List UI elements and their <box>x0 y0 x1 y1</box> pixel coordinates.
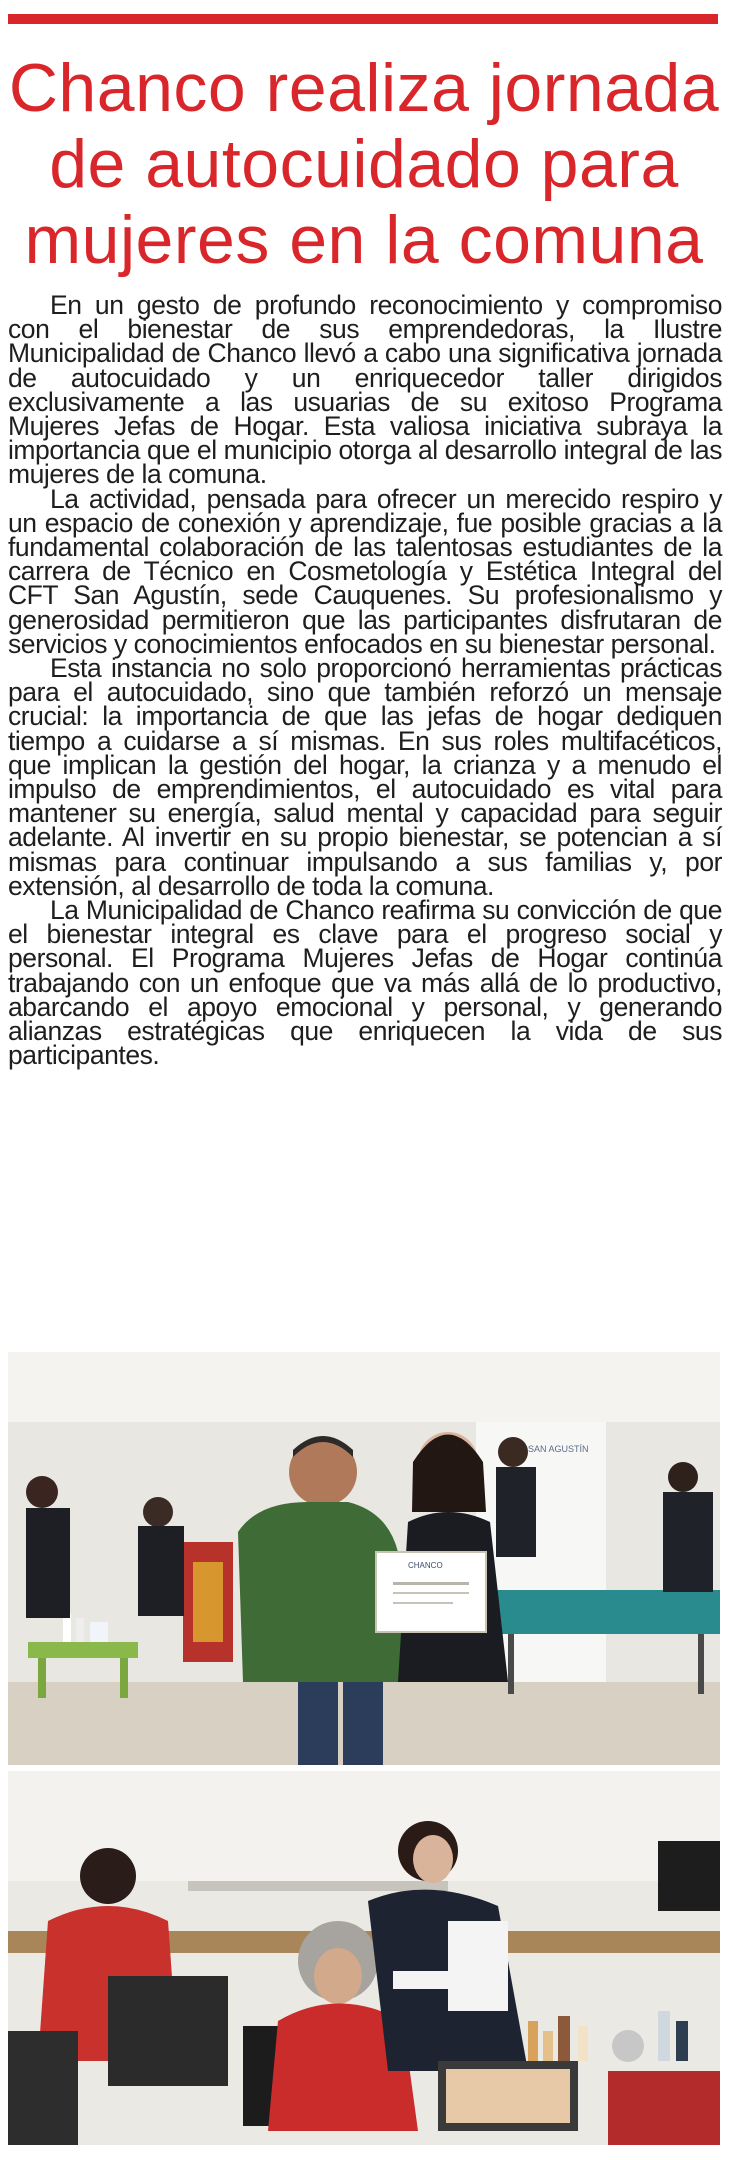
article-body <box>8 290 722 1071</box>
top-red-rule <box>8 14 718 24</box>
article-headline: Chanco realiza jornada de autocuidado para mujeres en la comuna <box>8 50 720 278</box>
article-paragraph-1: En un gesto de profundo reconocimiento y compromiso con el bienestar de sus emprendedoras, la Ilustre Municipalidad de Chanco llevó a cabo una significativa jornada de autocuidado y un enriquecedor taller dirigidos exclusivamente a las usuarias de su exitoso Programa Mujeres Jefas de Hogar. Esta valiosa iniciativa subraya la importancia que el municipio otorga al desarrollo integral de las mujeres de la comuna. <box>8 290 722 490</box>
article-paragraph-3: Esta instancia no solo proporcionó herramientas prácticas para el autocuidado, sino que también reforzó un mensaje crucial: la importancia de que las jefas de hogar dediquen tiempo a cuidarse a sí mismas. En sus roles multifacéticos, que implican la gestión del hogar, la crianza y a menudo el impulso de emprendimientos, el autocuidado es vital para mantener su energía, salud mental y capacidad para seguir adelante. Al invertir en su propio bienestar, se potencian a sí mismas para continuar impulsando a sus familias y, por extensión, al desarrollo de toda la comuna. <box>8 653 722 901</box>
certificate-text: CHANCO <box>408 1561 443 1570</box>
article-paragraph-2: La actividad, pensada para ofrecer un merecido respiro y un espacio de conexión y aprendizaje, fue posible gracias a la fundamental colaboración de las talentosas estudiantes de la carrera de Técnico en Cosmetología y Estética Integral del CFT San Agustín, sede Cauquenes. Su profesionalismo y generosidad permitieron que las participantes disfrutaran de servicios y conocimientos enfocados en su bienestar personal. <box>8 483 722 659</box>
photo-certificate-ceremony <box>8 1352 720 1765</box>
banner-sign-text: SAN AGUSTÍN <box>528 1444 589 1454</box>
photo-beauty-treatment <box>8 1771 720 2145</box>
article-paragraph-4: La Municipalidad de Chanco reafirma su convicción de que el bienestar integral es clave para el progreso social y personal. El Programa Mujeres Jefas de Hogar continúa trabajando con un enfoque que va más allá de lo productivo, abarcando el apoyo emocional y personal, y generando alianzas estratégicas que enriquecen la vida de sus participantes. <box>8 895 722 1071</box>
